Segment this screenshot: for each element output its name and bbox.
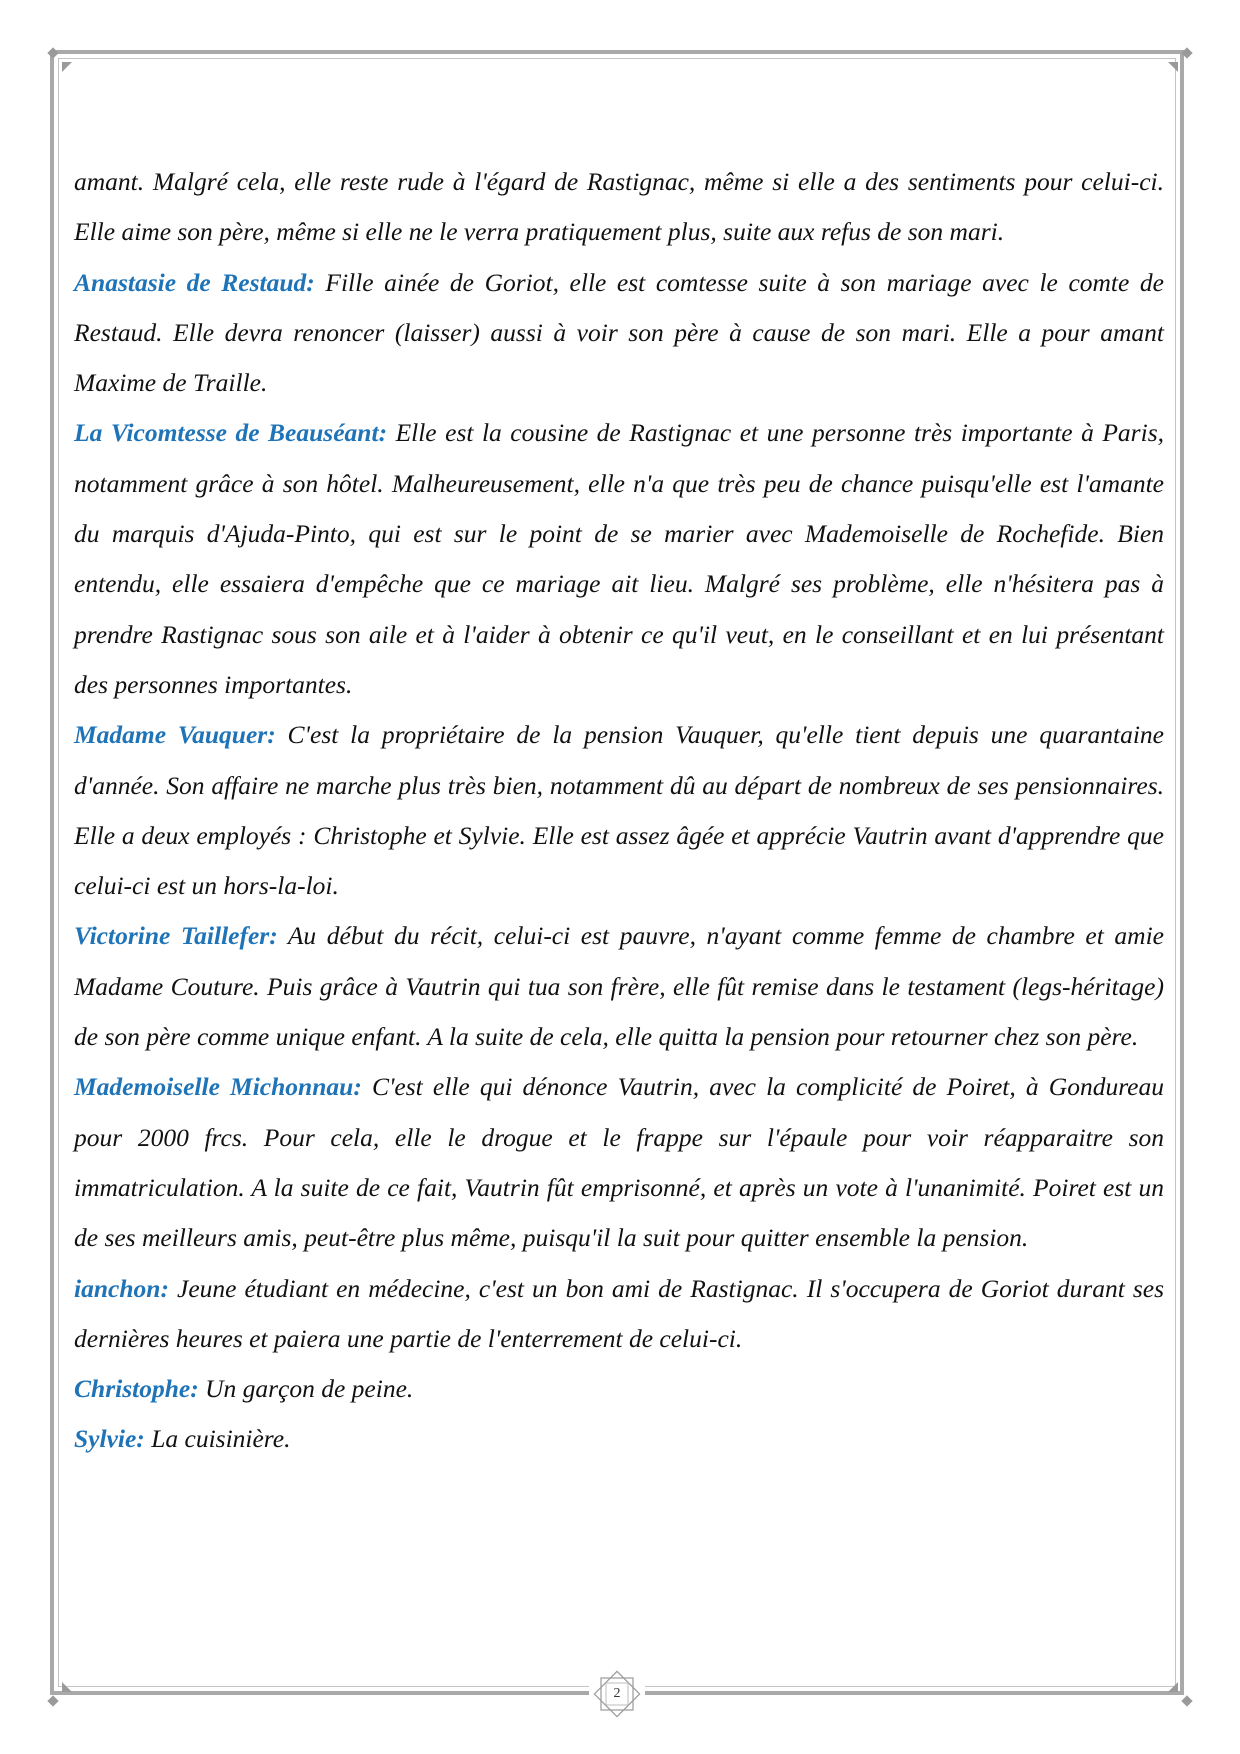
corner-ornament-top-right <box>1168 62 1178 72</box>
paragraph-intro <box>74 157 1164 258</box>
paragraph-text: C'est la propriétaire de la pension Vauquer, qu'elle tient depuis une quarantaine d'année. Son affaire ne marche plus très bien, notamment dû au départ de nombreux de ses pensionnaires. Elle a deux employés : Christophe et Sylvie. Elle est assez âgée et apprécie Vautrin avant d'apprendre que celui-ci est un hors-la-loi. <box>74 720 1164 901</box>
paragraph-christophe <box>74 1364 1164 1414</box>
paragraph-michonnau <box>74 1062 1164 1263</box>
character-name: Sylvie: <box>74 1424 145 1454</box>
character-name: ianchon: <box>74 1273 169 1303</box>
character-name: Mademoiselle Michonnau: <box>74 1072 362 1102</box>
paragraph-anastasie <box>74 258 1164 409</box>
corner-dot-bottom-left <box>47 1695 58 1706</box>
paragraph-text: Jeune étudiant en médecine, c'est un bon ami de Rastignac. Il s'occupera de Goriot durant ses dernières heures et paiera une partie de l'enterrement de celui-ci. <box>74 1273 1164 1353</box>
document-body <box>74 157 1164 1465</box>
character-name: La Vicomtesse de Beauséant: <box>74 418 388 448</box>
character-name: Victorine Taillefer: <box>74 921 278 951</box>
paragraph-text: La cuisinière. <box>144 1424 291 1454</box>
page-number-badge <box>589 1666 645 1722</box>
corner-dot-bottom-right <box>1181 1695 1192 1706</box>
paragraph-text: Fille ainée de Goriot, elle est comtesse suite à son mariage avec le comte de Restaud. Elle devra renoncer (laisser) aussi à voir son père à cause de son mari. Elle a pour amant Maxime de Traille. <box>74 267 1164 398</box>
paragraph-text: C'est elle qui dénonce Vautrin, avec la complicité de Poiret, à Gondureau pour 2000 frcs. Pour cela, elle le drogue et le frappe sur l'épaule pour voir réapparaitre son immatriculation. A la suite de ce fait, Vautrin fût emprisonné, et après un vote à l'unanimité. Poiret est un de ses meilleurs amis, peut-être plus même, puisqu'il la suit pour quitter ensemble la pension. <box>74 1072 1165 1253</box>
paragraph-vauquer <box>74 710 1164 911</box>
corner-ornament-bottom-left <box>62 1682 72 1692</box>
paragraph-taillefer <box>74 911 1164 1062</box>
character-name: Madame Vauquer: <box>74 720 276 750</box>
corner-ornament-top-left <box>62 62 72 72</box>
paragraph-beauseant <box>74 408 1164 710</box>
paragraph-text: Au début du récit, celui-ci est pauvre, n'ayant comme femme de chambre et amie Madame Couture. Puis grâce à Vautrin qui tua son frère, elle fût remise dans le testament (legs-héritage) de son père comme unique enfant. A la suite de cela, elle quitta la pension pour retourner chez son père. <box>74 921 1164 1052</box>
character-name: Anastasie de Restaud: <box>74 267 315 297</box>
page-number: 2 <box>613 1686 621 1701</box>
paragraph-bianchon <box>74 1264 1164 1365</box>
character-name: Christophe: <box>74 1374 199 1404</box>
corner-ornament-bottom-right <box>1168 1682 1178 1692</box>
paragraph-text: amant. Malgré cela, elle reste rude à l'égard de Rastignac, même si elle a des sentiments pour celui-ci. Elle aime son père, même si elle ne le verra pratiquement plus, suite aux refus de son mari. <box>74 167 1164 247</box>
paragraph-text: Un garçon de peine. <box>198 1374 414 1404</box>
paragraph-text: Elle est la cousine de Rastignac et une personne très importante à Paris, notamment grâce à son hôtel. Malheureusement, elle n'a que très peu de chance puisqu'elle est l'amante du marquis d'Ajuda-Pinto, qui est sur le point de se marier avec Mademoiselle de Rochefide. Bien entendu, elle essaiera d'empêche que ce mariage ait lieu. Malgré ses problème, elle n'hésitera pas à prendre Rastignac sous son aile et à l'aider à obtenir ce qu'il veut, en le conseillant et en lui présentant des personnes importantes. <box>74 418 1164 699</box>
paragraph-sylvie <box>74 1414 1164 1464</box>
